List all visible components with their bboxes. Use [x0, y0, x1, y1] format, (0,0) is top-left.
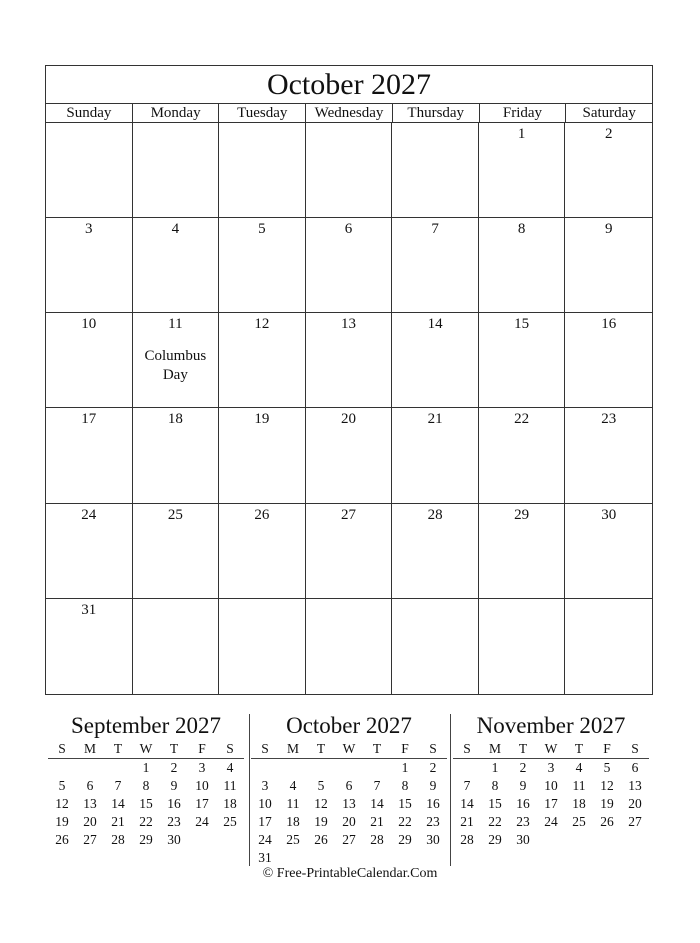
- mini-day: 27: [83, 832, 97, 847]
- mini-day: 2: [519, 760, 527, 775]
- mini-day: 8: [491, 778, 499, 793]
- day-cell: [133, 408, 220, 503]
- mini-day: 6: [345, 778, 353, 793]
- mini-weekday: T: [518, 741, 528, 756]
- day-number: 21: [427, 411, 443, 428]
- mini-day: 9: [170, 778, 178, 793]
- mini-weekday: W: [342, 741, 356, 756]
- mini-day: [363, 759, 391, 777]
- day-cell: [219, 408, 306, 503]
- mini-day: 25: [286, 832, 300, 847]
- mini-day: [251, 759, 279, 777]
- mini-weekday: F: [198, 741, 206, 756]
- day-cell: [479, 504, 566, 599]
- day-number: 23: [601, 411, 617, 428]
- day-cell: [565, 218, 652, 313]
- day-number: 14: [427, 316, 443, 333]
- day-cell: [565, 408, 652, 503]
- day-number: 8: [517, 221, 526, 238]
- day-cell: [479, 123, 566, 218]
- mini-day: 21: [460, 814, 474, 829]
- mini-weekday-row: [251, 740, 447, 759]
- mini-day: [335, 849, 363, 867]
- mini-day: 28: [111, 832, 125, 847]
- mini-weekday-row: [48, 740, 244, 759]
- mini-day: 6: [86, 778, 94, 793]
- mini-day: [453, 759, 481, 777]
- day-cell: [392, 504, 479, 599]
- mini-day: 23: [167, 814, 181, 829]
- day-cell: [479, 599, 566, 694]
- mini-day: 21: [111, 814, 125, 829]
- day-cell: [392, 408, 479, 503]
- mini-day: 4: [226, 760, 234, 775]
- mini-day: 23: [426, 814, 440, 829]
- mini-day: 29: [139, 832, 153, 847]
- weekday-friday: Friday: [480, 104, 567, 122]
- mini-weekday: M: [488, 741, 501, 756]
- mini-day: 31: [258, 850, 272, 865]
- day-number: 16: [601, 316, 617, 333]
- day-cell: [306, 218, 393, 313]
- day-number: 17: [81, 411, 97, 428]
- day-number: 30: [601, 506, 617, 523]
- mini-day: 18: [286, 814, 300, 829]
- mini-weekday-row: [453, 740, 649, 759]
- day-grid: [46, 123, 652, 694]
- mini-day: 22: [398, 814, 412, 829]
- day-number: 19: [254, 411, 270, 428]
- day-number: 3: [85, 221, 93, 238]
- day-number: 12: [254, 316, 270, 333]
- mini-day: [593, 831, 621, 849]
- mini-divider: [450, 714, 451, 866]
- mini-day: 21: [370, 814, 384, 829]
- mini-day: 1: [491, 760, 499, 775]
- mini-day: 15: [488, 796, 502, 811]
- day-number: 1: [517, 126, 526, 142]
- mini-weekday: W: [544, 741, 558, 756]
- mini-day: 17: [195, 796, 209, 811]
- mini-day: 15: [139, 796, 153, 811]
- mini-weekday: S: [226, 741, 234, 756]
- month-calendar: [45, 65, 653, 695]
- day-cell: [219, 218, 306, 313]
- mini-day: [363, 849, 391, 867]
- mini-weekday: S: [429, 741, 437, 756]
- mini-day: [104, 759, 132, 777]
- mini-day: 26: [55, 832, 69, 847]
- mini-day: 17: [258, 814, 272, 829]
- holiday-note: Columbus Day: [144, 348, 207, 384]
- day-number: 9: [604, 221, 613, 238]
- day-number: 4: [171, 221, 180, 238]
- day-number: 24: [81, 506, 97, 523]
- mini-weekday: T: [574, 741, 584, 756]
- mini-weekday: S: [631, 741, 639, 756]
- mini-day: [391, 849, 419, 867]
- day-number: 22: [514, 411, 530, 428]
- mini-day: 22: [488, 814, 502, 829]
- mini-day: 18: [572, 796, 586, 811]
- mini-weekday: S: [463, 741, 471, 756]
- mini-day: 7: [114, 778, 122, 793]
- mini-weekday: S: [58, 741, 66, 756]
- day-number: 20: [340, 411, 356, 428]
- mini-day: [419, 849, 447, 867]
- day-cell: [46, 123, 133, 218]
- mini-day: 19: [600, 796, 614, 811]
- mini-day-grid: [251, 759, 447, 867]
- day-cell: [392, 123, 479, 218]
- mini-day: 6: [631, 760, 639, 775]
- mini-day: 10: [195, 778, 209, 793]
- day-number: 18: [167, 411, 183, 428]
- day-cell: [46, 313, 133, 408]
- day-cell: [133, 313, 220, 408]
- mini-calendar-october: [251, 712, 447, 867]
- mini-day: 20: [342, 814, 356, 829]
- mini-day: 11: [286, 796, 300, 811]
- mini-day: 15: [398, 796, 412, 811]
- mini-day: 8: [401, 778, 409, 793]
- mini-day: 5: [603, 760, 611, 775]
- day-cell: [306, 123, 393, 218]
- mini-day: [76, 759, 104, 777]
- mini-day: 2: [429, 760, 437, 775]
- mini-day: 10: [544, 778, 558, 793]
- mini-day: [621, 831, 649, 849]
- mini-day: 3: [198, 760, 206, 775]
- day-number: 26: [254, 506, 270, 523]
- mini-day: 28: [370, 832, 384, 847]
- mini-day: [307, 849, 335, 867]
- mini-weekday: M: [83, 741, 96, 756]
- mini-day: 24: [258, 832, 272, 847]
- mini-day: 25: [223, 814, 237, 829]
- mini-day: [565, 831, 593, 849]
- mini-day: 8: [142, 778, 150, 793]
- mini-day: 7: [373, 778, 381, 793]
- day-cell: [133, 218, 220, 313]
- mini-day: 12: [55, 796, 69, 811]
- day-cell: [219, 599, 306, 694]
- day-number: 7: [431, 221, 439, 238]
- mini-day: 2: [170, 760, 178, 775]
- mini-day: 1: [401, 760, 409, 775]
- day-cell: [392, 599, 479, 694]
- day-cell: [46, 599, 133, 694]
- mini-day: [335, 759, 363, 777]
- mini-day: [279, 759, 307, 777]
- day-cell: [133, 123, 220, 218]
- mini-day: 14: [370, 796, 384, 811]
- day-cell: [306, 313, 393, 408]
- mini-weekday: W: [139, 741, 153, 756]
- mini-day: 28: [460, 832, 474, 847]
- weekday-monday: Monday: [133, 104, 220, 122]
- mini-title: October 2027: [286, 713, 412, 738]
- day-cell: [565, 313, 652, 408]
- mini-day: 5: [317, 778, 325, 793]
- copyright-footer: © Free-PrintableCalendar.Com: [262, 866, 438, 881]
- mini-day: 19: [55, 814, 69, 829]
- day-cell: [479, 408, 566, 503]
- day-number: 15: [514, 316, 530, 333]
- day-number: 27: [340, 506, 356, 523]
- mini-day: 16: [426, 796, 440, 811]
- mini-day: 30: [426, 832, 440, 847]
- mini-weekday: S: [261, 741, 269, 756]
- mini-day: 4: [575, 760, 583, 775]
- mini-weekday: T: [113, 741, 123, 756]
- mini-weekday: F: [603, 741, 611, 756]
- weekday-header-row: [46, 104, 652, 123]
- mini-divider: [249, 714, 250, 866]
- mini-title: November 2027: [476, 713, 626, 738]
- mini-day: 18: [223, 796, 237, 811]
- mini-day-grid: [453, 759, 649, 849]
- mini-day: 14: [460, 796, 474, 811]
- mini-weekday: T: [316, 741, 326, 756]
- mini-day: 5: [58, 778, 66, 793]
- calendar-title: October 2027: [46, 66, 652, 104]
- mini-day: 16: [167, 796, 181, 811]
- day-number: 28: [427, 506, 443, 523]
- mini-day: 11: [223, 778, 237, 793]
- mini-day: 20: [83, 814, 97, 829]
- mini-day: 24: [195, 814, 209, 829]
- mini-day: 27: [628, 814, 642, 829]
- day-number: 13: [340, 316, 356, 333]
- day-cell: [133, 599, 220, 694]
- mini-day: [279, 849, 307, 867]
- day-cell: [219, 504, 306, 599]
- day-number: 5: [258, 221, 266, 238]
- day-cell: [46, 218, 133, 313]
- mini-day: 13: [83, 796, 97, 811]
- day-cell: [46, 408, 133, 503]
- day-cell: [133, 504, 220, 599]
- weekday-thursday: Thursday: [393, 104, 480, 122]
- day-cell: [392, 313, 479, 408]
- mini-day: [307, 759, 335, 777]
- weekday-sunday: Sunday: [46, 104, 133, 122]
- mini-day: 17: [544, 796, 558, 811]
- mini-day: 9: [429, 778, 437, 793]
- mini-day: 1: [142, 760, 150, 775]
- day-cell: [219, 123, 306, 218]
- mini-day: 13: [342, 796, 356, 811]
- mini-day: 24: [544, 814, 558, 829]
- mini-weekday: T: [372, 741, 382, 756]
- mini-weekday: M: [286, 741, 299, 756]
- mini-day: 10: [258, 796, 272, 811]
- mini-day: 7: [463, 778, 471, 793]
- mini-day: [188, 831, 216, 849]
- mini-calendar-september: [48, 712, 244, 849]
- day-number: 2: [604, 126, 613, 142]
- mini-day: 3: [547, 760, 555, 775]
- day-cell: [219, 313, 306, 408]
- weekday-tuesday: Tuesday: [219, 104, 306, 122]
- mini-day-grid: [48, 759, 244, 849]
- weekday-wednesday: Wednesday: [306, 104, 393, 122]
- mini-day: 4: [289, 778, 297, 793]
- day-cell: [479, 218, 566, 313]
- mini-day: 19: [314, 814, 328, 829]
- mini-day: [216, 831, 244, 849]
- mini-day: 29: [398, 832, 412, 847]
- mini-weekday: T: [169, 741, 179, 756]
- mini-title: September 2027: [70, 713, 222, 738]
- day-number: 10: [81, 316, 97, 333]
- mini-day: 9: [519, 778, 527, 793]
- mini-day: 13: [628, 778, 642, 793]
- day-cell: [306, 504, 393, 599]
- day-cell: [392, 218, 479, 313]
- mini-day: 30: [167, 832, 181, 847]
- mini-day: 22: [139, 814, 153, 829]
- weekday-saturday: Saturday: [582, 105, 636, 121]
- mini-day: 11: [572, 778, 586, 793]
- mini-calendar-november: [453, 712, 649, 849]
- mini-day: 26: [314, 832, 328, 847]
- day-cell: [46, 504, 133, 599]
- mini-day: 23: [516, 814, 530, 829]
- day-cell: [565, 123, 652, 218]
- day-cell: [306, 599, 393, 694]
- day-number: 11: [168, 316, 183, 333]
- day-number: 29: [514, 506, 530, 523]
- mini-day: 12: [314, 796, 328, 811]
- mini-day: [537, 831, 565, 849]
- day-number: 6: [344, 221, 353, 238]
- mini-weekday: F: [401, 741, 409, 756]
- day-number: 31: [81, 601, 97, 618]
- mini-day: 26: [600, 814, 614, 829]
- day-cell: [565, 599, 652, 694]
- mini-day: 25: [572, 814, 586, 829]
- mini-day: [48, 759, 76, 777]
- day-cell: [479, 313, 566, 408]
- day-number: 25: [167, 506, 183, 523]
- mini-day: 14: [111, 796, 125, 811]
- mini-day: 30: [516, 832, 530, 847]
- mini-day: 20: [628, 796, 642, 811]
- day-cell: [306, 408, 393, 503]
- mini-day: 29: [488, 832, 502, 847]
- mini-day: 16: [516, 796, 530, 811]
- day-cell: [565, 504, 652, 599]
- mini-day: 12: [600, 778, 614, 793]
- mini-day: 27: [342, 832, 356, 847]
- mini-day: 3: [261, 778, 269, 793]
